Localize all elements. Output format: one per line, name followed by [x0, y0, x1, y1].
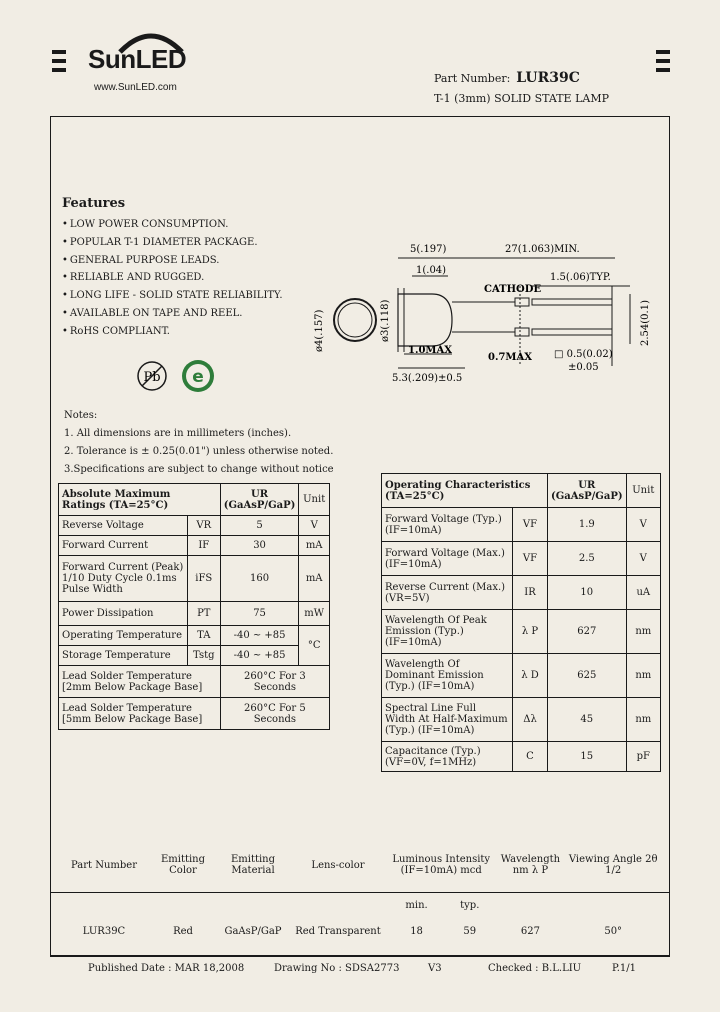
header-bars-left [52, 50, 66, 77]
abs-max-table: Absolute Maximum Ratings (TA=25°C) UR (GaAsP/GaP) Unit Reverse Voltage VR 5 V Forward Current IF 30 mA Forward Current (Peak) 1/10 Duty Cycle 0.1ms Pulse Width iFS 160 mA Power Dissipation PT 75 mW Operating Temperature TA -40 ~ +85 °C Storage Temperature Tstg -40 ~ +85 Lead Solder Temperature [2mm Below Package Base] 260°C For 3 Seconds Lead Solder Temperature [5mm Below Package Base] 260°C For 5 Seconds [58, 483, 330, 730]
list-item: • RELIABLE AND RUGGED. [62, 269, 283, 287]
table-row: Reverse Current (Max.) (VR=5V) IR 10 uA [382, 576, 661, 610]
svg-text:Pb: Pb [143, 370, 161, 385]
svg-text:±0.05: ±0.05 [568, 362, 599, 373]
table-row: Forward Voltage (Max.) (IF=10mA) VF 2.5 V [382, 542, 661, 576]
list-item: • GENERAL PURPOSE LEADS. [62, 252, 283, 270]
package-drawing [300, 236, 660, 386]
features-title: Features [62, 196, 126, 211]
header-bars-right [656, 50, 670, 77]
list-item: • AVAILABLE ON TAPE AND REEL. [62, 305, 283, 323]
list-item: • LONG LIFE - SOLID STATE RELIABILITY. [62, 287, 283, 305]
svg-text:5.3(.209)±0.5: 5.3(.209)±0.5 [392, 373, 463, 384]
table-header: Absolute Maximum Ratings (TA=25°C) [59, 484, 221, 516]
svg-text:ø3(.118): ø3(.118) [380, 299, 391, 342]
logo: SunLED [88, 44, 187, 74]
table-row: Lead Solder Temperature [2mm Below Package Base] 260°C For 3 Seconds [59, 666, 330, 698]
table-row: Wavelength Of Peak Emission (Typ.) (IF=10mA) λ P 627 nm [382, 610, 661, 654]
svg-text:5(.197): 5(.197) [410, 244, 447, 255]
table-row: Forward Voltage (Typ.) (IF=10mA) VF 1.9 V [382, 508, 661, 542]
pb-free-icon [136, 360, 168, 392]
subtitle: T-1 (3mm) SOLID STATE LAMP [434, 92, 609, 105]
features-list [62, 216, 283, 341]
table-row: Spectral Line Full Width At Half-Maximum (Typ.) (IF=10mA) Δλ 45 nm [382, 698, 661, 742]
notes: Notes: 1. All dimensions are in millimeters (inches). 2. Tolerance is ± 0.25(0.01") unless otherwise noted. 3.Specifications are subject to change without notice [64, 410, 334, 475]
table-row: Wavelength Of Dominant Emission (Typ.) (IF=10mA) λ D 625 nm [382, 654, 661, 698]
svg-text:1(.04): 1(.04) [416, 265, 447, 276]
footer: Published Date : MAR 18,2008 Drawing No : SDSA2773 V3 Checked : B.L.LIU P.1/1 [50, 956, 670, 987]
svg-text:e: e [192, 367, 204, 387]
list-item: • POPULAR T-1 DIAMETER PACKAGE. [62, 234, 283, 252]
table-row: Reverse Voltage VR 5 V [59, 516, 330, 536]
svg-text:1.5(.06)TYP.: 1.5(.06)TYP. [550, 272, 611, 283]
rohs-e-icon [180, 358, 216, 394]
table-row: Storage Temperature Tstg -40 ~ +85 [59, 646, 330, 666]
svg-text:27(1.063)MIN.: 27(1.063)MIN. [505, 244, 580, 255]
part-number: Part Number: LUR39C [434, 70, 580, 86]
table-row: LUR39C Red GaAsP/GaP Red Transparent 18 59 627 50° [82, 925, 623, 937]
table-row: Forward Current (Peak) 1/10 Duty Cycle 0.1ms Pulse Width iFS 160 mA [59, 556, 330, 602]
svg-text:0.7MAX: 0.7MAX [488, 352, 532, 363]
website-link[interactable]: www.SunLED.com [94, 82, 177, 93]
table-row: Forward Current IF 30 mA [59, 536, 330, 556]
table-row: Lead Solder Temperature [5mm Below Package Base] 260°C For 5 Seconds [59, 698, 330, 730]
svg-text:1.0MAX: 1.0MAX [408, 345, 452, 356]
svg-text:ø4(.157): ø4(.157) [314, 309, 325, 352]
part-table: Part Number Emitting Color Emitting Material Lens-color Luminous Intensity (IF=10mA) mcd Wavelength nm λ P Viewing Angle 2θ 1/2 min. typ. LUR39C Red GaAsP/GaP Red Transparent 18 59 627 50° [60, 840, 660, 942]
divider [50, 892, 670, 893]
list-item: • RoHS COMPLIANT. [62, 323, 283, 341]
table-row: Capacitance (Typ.) (VF=0V, f=1MHz) C 15 pF [382, 742, 661, 772]
svg-text:2.54(0.1): 2.54(0.1) [640, 300, 651, 346]
list-item: • LOW POWER CONSUMPTION. [62, 216, 283, 234]
table-row: Operating Temperature TA -40 ~ +85 °C [59, 626, 330, 646]
svg-text:CATHODE: CATHODE [484, 284, 542, 295]
table-row: Power Dissipation PT 75 mW [59, 602, 330, 626]
operating-characteristics-table: Operating Characteristics (TA=25°C) UR (GaAsP/GaP) Unit Forward Voltage (Typ.) (IF=10mA) VF 1.9 V Forward Voltage (Max.) (IF=10mA) VF 2.5 V Reverse Current (Max.) (VR=5V) IR 10 uA Wavelength Of Peak Emission (Typ.) (IF=10mA) λ P 627 nm Wavelength Of Dominant Emission (Typ.) (IF=10mA) λ D 625 nm Spectral Line Full Width At Half-Maximum (Typ.) (IF=10mA) Δλ 45 nm Capacitance (Typ.) (VF=0V, f=1MHz) C 15 pF [381, 473, 661, 772]
svg-text:□ 0.5(0.02): □ 0.5(0.02) [554, 349, 613, 360]
